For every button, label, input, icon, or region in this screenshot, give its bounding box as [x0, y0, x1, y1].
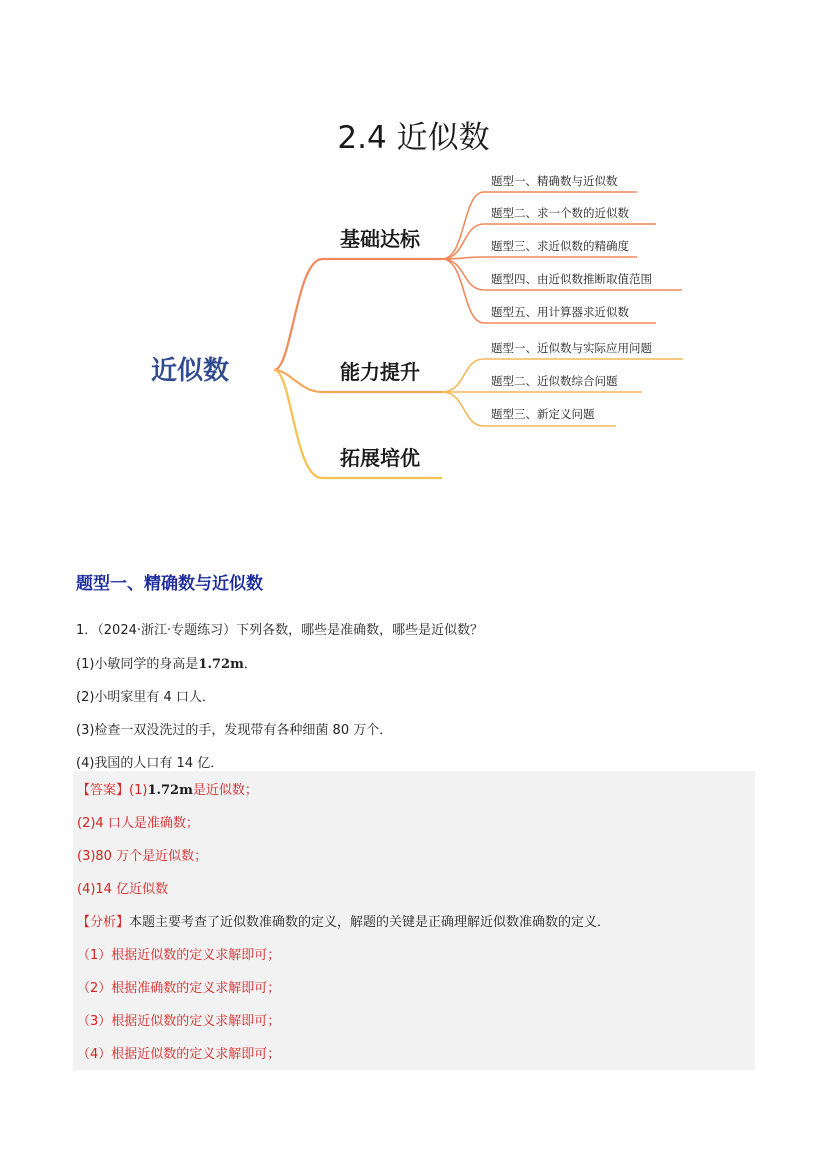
mindmap-leaf: 题型一、近似数与实际应用问题 — [491, 341, 652, 355]
mindmap-branch-1: 基础达标 — [340, 227, 420, 251]
question-content — [76, 572, 756, 780]
mindmap-edge-root-branch1 — [274, 259, 442, 370]
mindmap-leaf: 题型一、精确数与近似数 — [491, 174, 618, 188]
analysis-line — [77, 911, 610, 930]
answer-line-2: (2)4 口人是准确数； — [77, 816, 199, 831]
question-item-1-prefix: (1)小敏同学的身高是 — [76, 657, 199, 672]
answer-line-1 — [77, 779, 258, 798]
question-item-3: (3)检查一双没洗过的手，发现带有各种细菌 80 万个． — [76, 723, 393, 738]
question-type-heading: 题型一、精确数与近似数 — [76, 574, 263, 594]
question-item-4: (4)我国的人口有 14 亿． — [76, 756, 224, 771]
mind-map — [0, 0, 827, 500]
section-header — [0, 506, 827, 556]
question-item-2: (2)小明家里有 4 口人． — [76, 690, 215, 705]
question-item-1-suffix: ． — [243, 657, 257, 672]
mindmap-branch-2: 能力提升 — [340, 360, 420, 384]
answer-box — [73, 771, 755, 1070]
answer-line-1-suffix: 是近似数； — [192, 783, 258, 798]
answer-line-3: (3)80 万个是近似数； — [77, 849, 208, 864]
answer-line-4: (4)14 亿近似数 — [77, 882, 169, 897]
mindmap-leaf: 题型三、求近似数的精确度 — [491, 239, 629, 253]
answer-line-1-value: 1.72m — [147, 783, 193, 798]
mindmap-leaf: 题型三、新定义问题 — [491, 407, 595, 421]
analysis-text: 本题主要考查了近似数准确数的定义，解题的关键是正确理解近似数准确数的定义． — [129, 915, 611, 930]
analysis-step-4: （4）根据近似数的定义求解即可； — [77, 1047, 281, 1062]
answer-line-1-prefix: (1) — [129, 783, 148, 798]
analysis-tag: 【分析】 — [77, 915, 130, 930]
mindmap-root: 近似数 — [150, 356, 230, 386]
mindmap-leaf: 题型二、近似数综合问题 — [491, 374, 618, 388]
question-item-1 — [76, 648, 756, 681]
answer-tag: 【答案】 — [77, 783, 130, 798]
mindmap-leaf: 题型二、求一个数的近似数 — [491, 206, 629, 220]
question-stem: 1．（2024·浙江·专题练习）下列各数，哪些是准确数，哪些是近似数？ — [76, 623, 484, 638]
analysis-step-2: （2）根据准确数的定义求解即可； — [77, 981, 281, 996]
analysis-step-1: （1）根据近似数的定义求解即可； — [77, 948, 281, 963]
question-item-1-value: 1.72m — [198, 657, 244, 672]
analysis-step-3: （3）根据近似数的定义求解即可； — [77, 1014, 281, 1029]
mindmap-leaf: 题型四、由近似数推断取值范围 — [491, 272, 652, 286]
mindmap-leaf: 题型五、用计算器求近似数 — [491, 305, 629, 319]
page-title: 2.4 近似数 — [337, 120, 490, 156]
mindmap-branch-3: 拓展培优 — [340, 446, 420, 470]
